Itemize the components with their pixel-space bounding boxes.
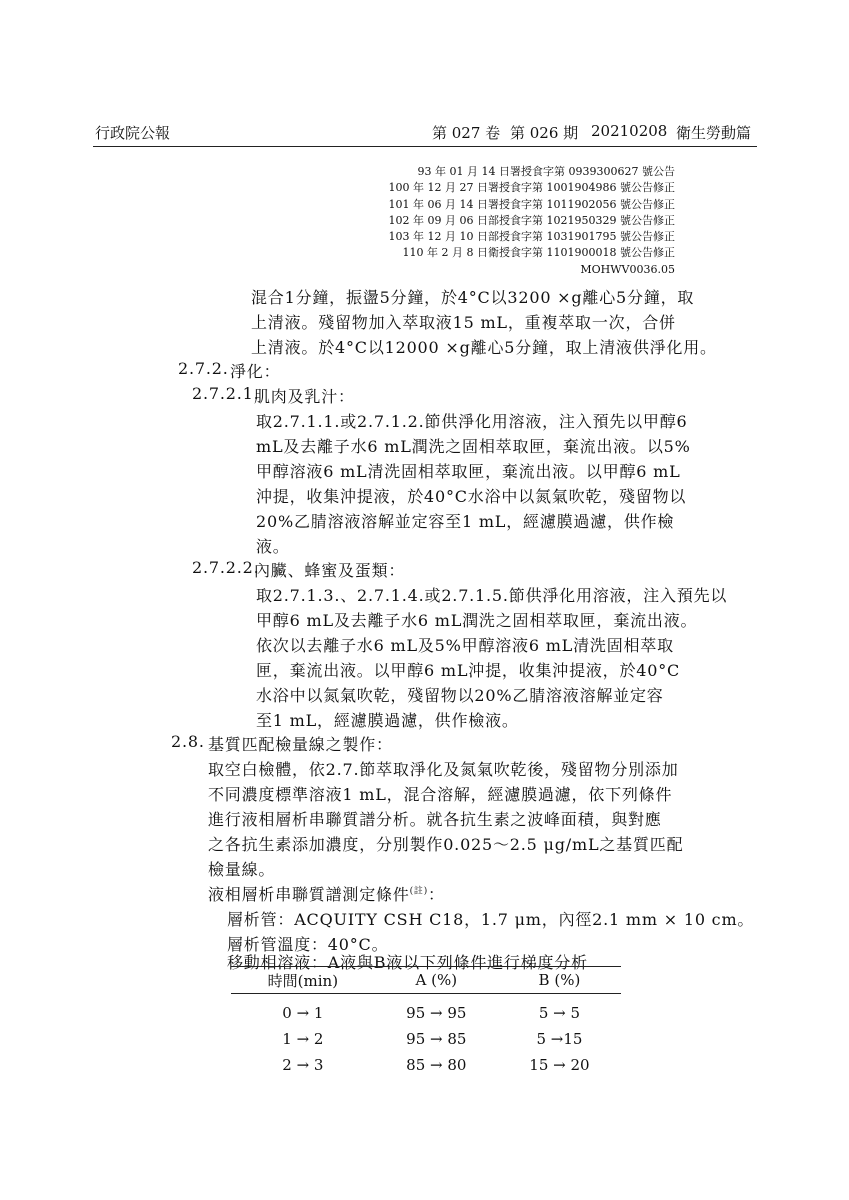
history-line: 110 年 2 月 8 日衛授食字第 1101900018 號公告修正 xyxy=(402,246,675,260)
history-line: 102 年 09 月 06 日部授食字第 1021950329 號公告修正 xyxy=(388,213,675,227)
paragraph-line: 不同濃度標準溶液1 mL，混合溶解，經濾膜過濾，依下列條件 xyxy=(208,785,673,804)
paragraph-line: 水浴中以氮氣吹乾，殘留物以20%乙腈溶液溶解並定容 xyxy=(256,686,664,705)
paragraph-line: 甲醇6 mL及去離子水6 mL潤洗之固相萃取匣，棄流出液。 xyxy=(256,611,698,630)
paragraph-line: 取空白檢體，依2.7.節萃取淨化及氮氣吹乾後，殘留物分別添加 xyxy=(208,760,679,779)
table-row xyxy=(231,1052,621,1078)
header-time: 時間(min) xyxy=(231,967,375,994)
publish-date: 20210208 xyxy=(591,122,668,140)
gradient-table xyxy=(231,966,621,1078)
column-spec: 層析管：ACQUITY CSH C18，1.7 μm，內徑2.1 mm × 10 cm。 xyxy=(227,910,755,929)
paragraph-line: 甲醇溶液6 mL清洗固相萃取匣，棄流出液。以甲醇6 mL xyxy=(256,462,681,481)
paragraph-line: mL及去離子水6 mL潤洗之固相萃取匣，棄流出液。以5% xyxy=(256,437,691,456)
section-title: 內臟、蜂蜜及蛋類： xyxy=(254,561,406,580)
intro-line: 上清液。殘留物加入萃取液15 mL，重複萃取一次，合併 xyxy=(251,313,676,332)
paragraph-line: 依次以去離子水6 mL及5%甲醇溶液6 mL清洗固相萃取 xyxy=(256,636,674,655)
cell-time: 0 → 1 xyxy=(282,1004,324,1022)
cell-b: 5 → 5 xyxy=(538,1004,581,1022)
paragraph-line: 沖提，收集沖提液，於40°C水浴中以氮氣吹乾，殘留物以 xyxy=(256,487,687,506)
paragraph-line: 至1 mL，經濾膜過濾，供作檢液。 xyxy=(256,711,519,730)
footnote-marker: (註) xyxy=(409,886,429,897)
paragraph-line: 取2.7.1.1.或2.7.1.2.節供淨化用溶液，注入預先以甲醇6 xyxy=(256,412,688,431)
revision-history xyxy=(389,164,675,278)
conditions-heading xyxy=(208,882,445,905)
conditions-colon: ： xyxy=(428,885,445,904)
volume-number: 第 027 卷 xyxy=(432,124,501,142)
cell-a: 95 → 95 xyxy=(406,1004,467,1022)
paragraph-line: 進行液相層析串聯質譜分析。就各抗生素之波峰面積，與對應 xyxy=(208,810,662,829)
history-line: 93 年 01 月 14 日署授食字第 0939300627 號公告 xyxy=(417,165,675,178)
column-temperature: 層析管溫度：40°C。 xyxy=(227,935,389,954)
history-line: 103 年 12 月 10 日部授食字第 1031901795 號公告修正 xyxy=(388,230,675,244)
cell-a: 95 → 85 xyxy=(406,1030,467,1048)
paragraph-line: 匣，棄流出液。以甲醇6 mL沖提，收集沖提液，於40°C xyxy=(256,661,681,680)
history-line: 100 年 12 月 27 日署授食字第 1001904986 號公告修正 xyxy=(388,181,675,195)
cell-time: 2 → 3 xyxy=(282,1056,324,1074)
paragraph-line: 之各抗生素添加濃度，分別製作0.025～2.5 μg/mL之基質匹配 xyxy=(208,835,684,854)
gazette-name: 行政院公報 xyxy=(95,124,171,142)
paragraph-line: 取2.7.1.3.、2.7.1.4.或2.7.1.5.節供淨化用溶液，注入預先以 xyxy=(256,586,728,605)
section-name: 衛生勞動篇 xyxy=(676,124,752,142)
mobile-phase: 移動相溶液：A液與B液以下列條件進行梯度分析 xyxy=(227,953,588,972)
paragraph-line: 檢量線。 xyxy=(208,860,276,879)
table-header-row xyxy=(231,967,621,994)
cell-a: 85 → 80 xyxy=(406,1056,467,1074)
section-title: 淨化： xyxy=(230,362,281,381)
section-title: 基質匹配檢量線之製作： xyxy=(208,735,393,754)
table-row xyxy=(231,994,621,1027)
section-title: 肌肉及乳汁： xyxy=(254,387,355,406)
cell-b: 5 →15 xyxy=(536,1030,583,1048)
header-rule xyxy=(93,146,757,147)
section-number: 2.7.2. xyxy=(178,359,229,378)
section-number: 2.7.2.2. xyxy=(192,558,260,577)
header-b: B (%) xyxy=(498,967,621,994)
conditions-label: 液相層析串聯質譜測定條件 xyxy=(208,885,410,904)
intro-line: 混合1分鐘，振盪5分鐘，於4°C以3200 ×g離心5分鐘，取 xyxy=(251,288,695,307)
history-line: 101 年 06 月 14 日署授食字第 1011902056 號公告修正 xyxy=(388,197,675,211)
paragraph-line: 液。 xyxy=(256,537,290,556)
section-number: 2.7.2.1. xyxy=(192,384,260,403)
header-a: A (%) xyxy=(375,967,498,994)
intro-line: 上清液。於4°C以12000 ×g離心5分鐘，取上清液供淨化用。 xyxy=(251,338,717,357)
section-number: 2.8. xyxy=(171,732,205,751)
table-row xyxy=(231,1026,621,1052)
issue-number: 第 026 期 xyxy=(510,124,579,142)
cell-b: 15 → 20 xyxy=(529,1056,590,1074)
cell-time: 1 → 2 xyxy=(282,1030,324,1048)
paragraph-line: 20%乙腈溶液溶解並定容至1 mL，經濾膜過濾，供作檢 xyxy=(256,512,675,531)
document-code: MOHWV0036.05 xyxy=(580,262,675,276)
